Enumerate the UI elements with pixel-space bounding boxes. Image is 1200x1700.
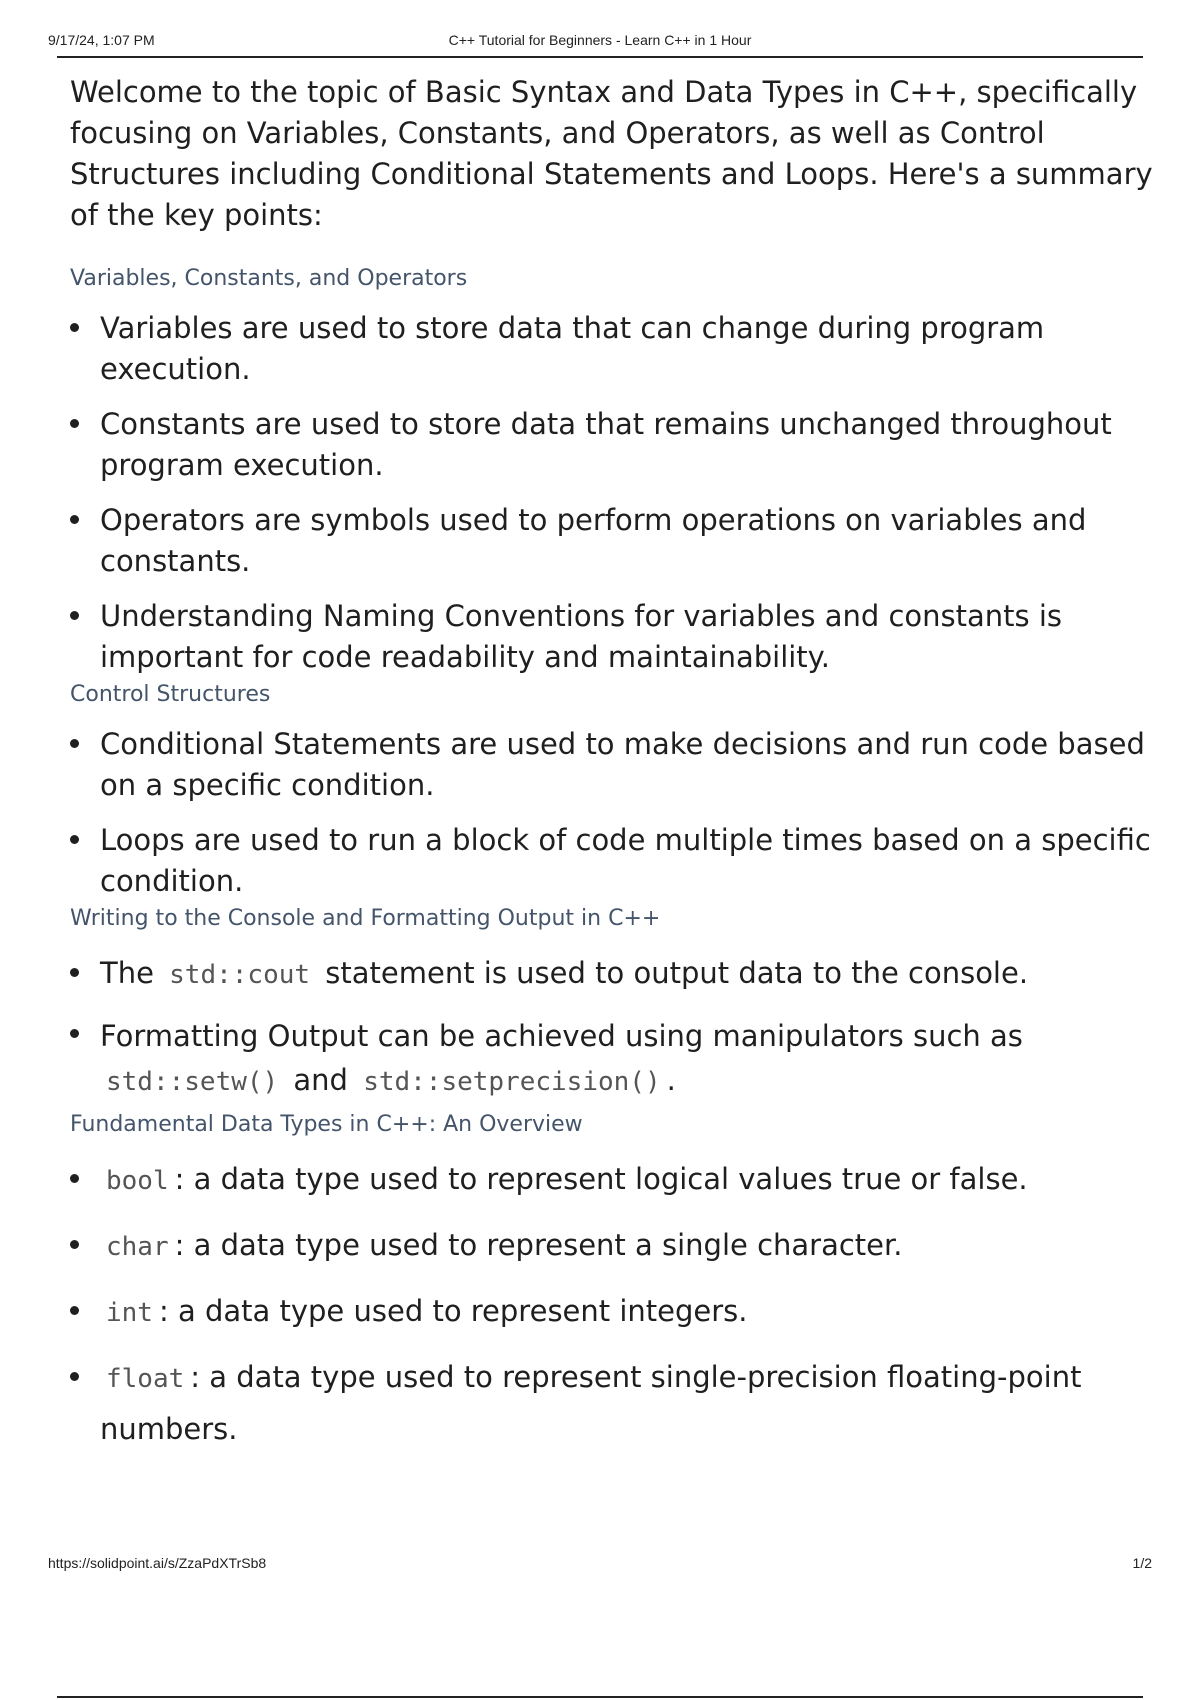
code-std-setw: std::setw(): [106, 1067, 279, 1097]
section-list-control: [70, 724, 1170, 902]
bullet-icon: [70, 323, 79, 332]
page-number: 1/2: [1132, 1555, 1152, 1571]
print-header: [48, 32, 1152, 52]
bullet-icon: [70, 515, 79, 524]
code-int: int: [106, 1298, 153, 1328]
section-heading-variables: Variables, Constants, and Operators: [70, 266, 468, 291]
section-heading-data-types: Fundamental Data Types in C++: An Overview: [70, 1112, 583, 1137]
code-std-setprecision: std::setprecision(): [363, 1067, 661, 1097]
list-item: float : a data type used to represent single-precision floating-point numbers.: [70, 1352, 1170, 1454]
bullet-icon: [70, 1372, 79, 1381]
list-item: The std::cout statement is used to output data to the console.: [70, 948, 1170, 1000]
list-item: Formatting Output can be achieved using manipulators such as std::setw() and std::setprecision() .: [70, 1014, 1170, 1104]
bullet-icon: [70, 1306, 79, 1315]
code-char: char: [106, 1232, 169, 1262]
bullet-icon: [70, 739, 79, 748]
print-footer: [48, 1555, 1152, 1575]
document-body: [70, 72, 1170, 1468]
code-std-cout: std::cout: [169, 960, 311, 990]
list-item: Variables are used to store data that can change during program execution.: [70, 308, 1170, 390]
footer-rule: [57, 1696, 1143, 1698]
list-item: char : a data type used to represent a single character.: [70, 1220, 1170, 1272]
code-float: float: [106, 1364, 185, 1394]
code-bool: bool: [106, 1166, 169, 1196]
section-list-data-types: [70, 1154, 1170, 1454]
list-item: bool : a data type used to represent logical values true or false.: [70, 1154, 1170, 1206]
bullet-icon: [70, 419, 79, 428]
bullet-icon: [70, 1240, 79, 1249]
list-item: Loops are used to run a block of code multiple times based on a specific condition.: [70, 820, 1170, 902]
section-list-variables: [70, 308, 1170, 678]
bullet-icon: [70, 1029, 79, 1038]
bullet-icon: [70, 1174, 79, 1183]
list-item: Conditional Statements are used to make decisions and run code based on a specific condition.: [70, 724, 1170, 806]
header-rule: [57, 56, 1143, 58]
list-item: Understanding Naming Conventions for variables and constants is important for code readability and maintainability.: [70, 596, 1170, 678]
section-heading-control-structures: Control Structures: [70, 682, 271, 707]
list-item: int : a data type used to represent integers.: [70, 1286, 1170, 1338]
print-title: C++ Tutorial for Beginners - Learn C++ in 1 Hour: [448, 32, 752, 48]
list-item: Operators are symbols used to perform operations on variables and constants.: [70, 500, 1170, 582]
bullet-icon: [70, 835, 79, 844]
section-list-console: [70, 948, 1170, 1104]
bullet-icon: [70, 611, 79, 620]
section-heading-console-output: Writing to the Console and Formatting Output in C++: [70, 906, 661, 931]
bullet-icon: [70, 968, 79, 977]
intro-paragraph: Welcome to the topic of Basic Syntax and Data Types in C++, specifically focusing on Variables, Constants, and Operators, as well as Control Structures including Conditional Statements and Loops. Here's a summary of the key points:: [70, 75, 1153, 232]
print-date: 9/17/24, 1:07 PM: [48, 32, 155, 48]
print-url: https://solidpoint.ai/s/ZzaPdXTrSb8: [48, 1555, 267, 1571]
list-item: Constants are used to store data that remains unchanged throughout program execution.: [70, 404, 1170, 486]
